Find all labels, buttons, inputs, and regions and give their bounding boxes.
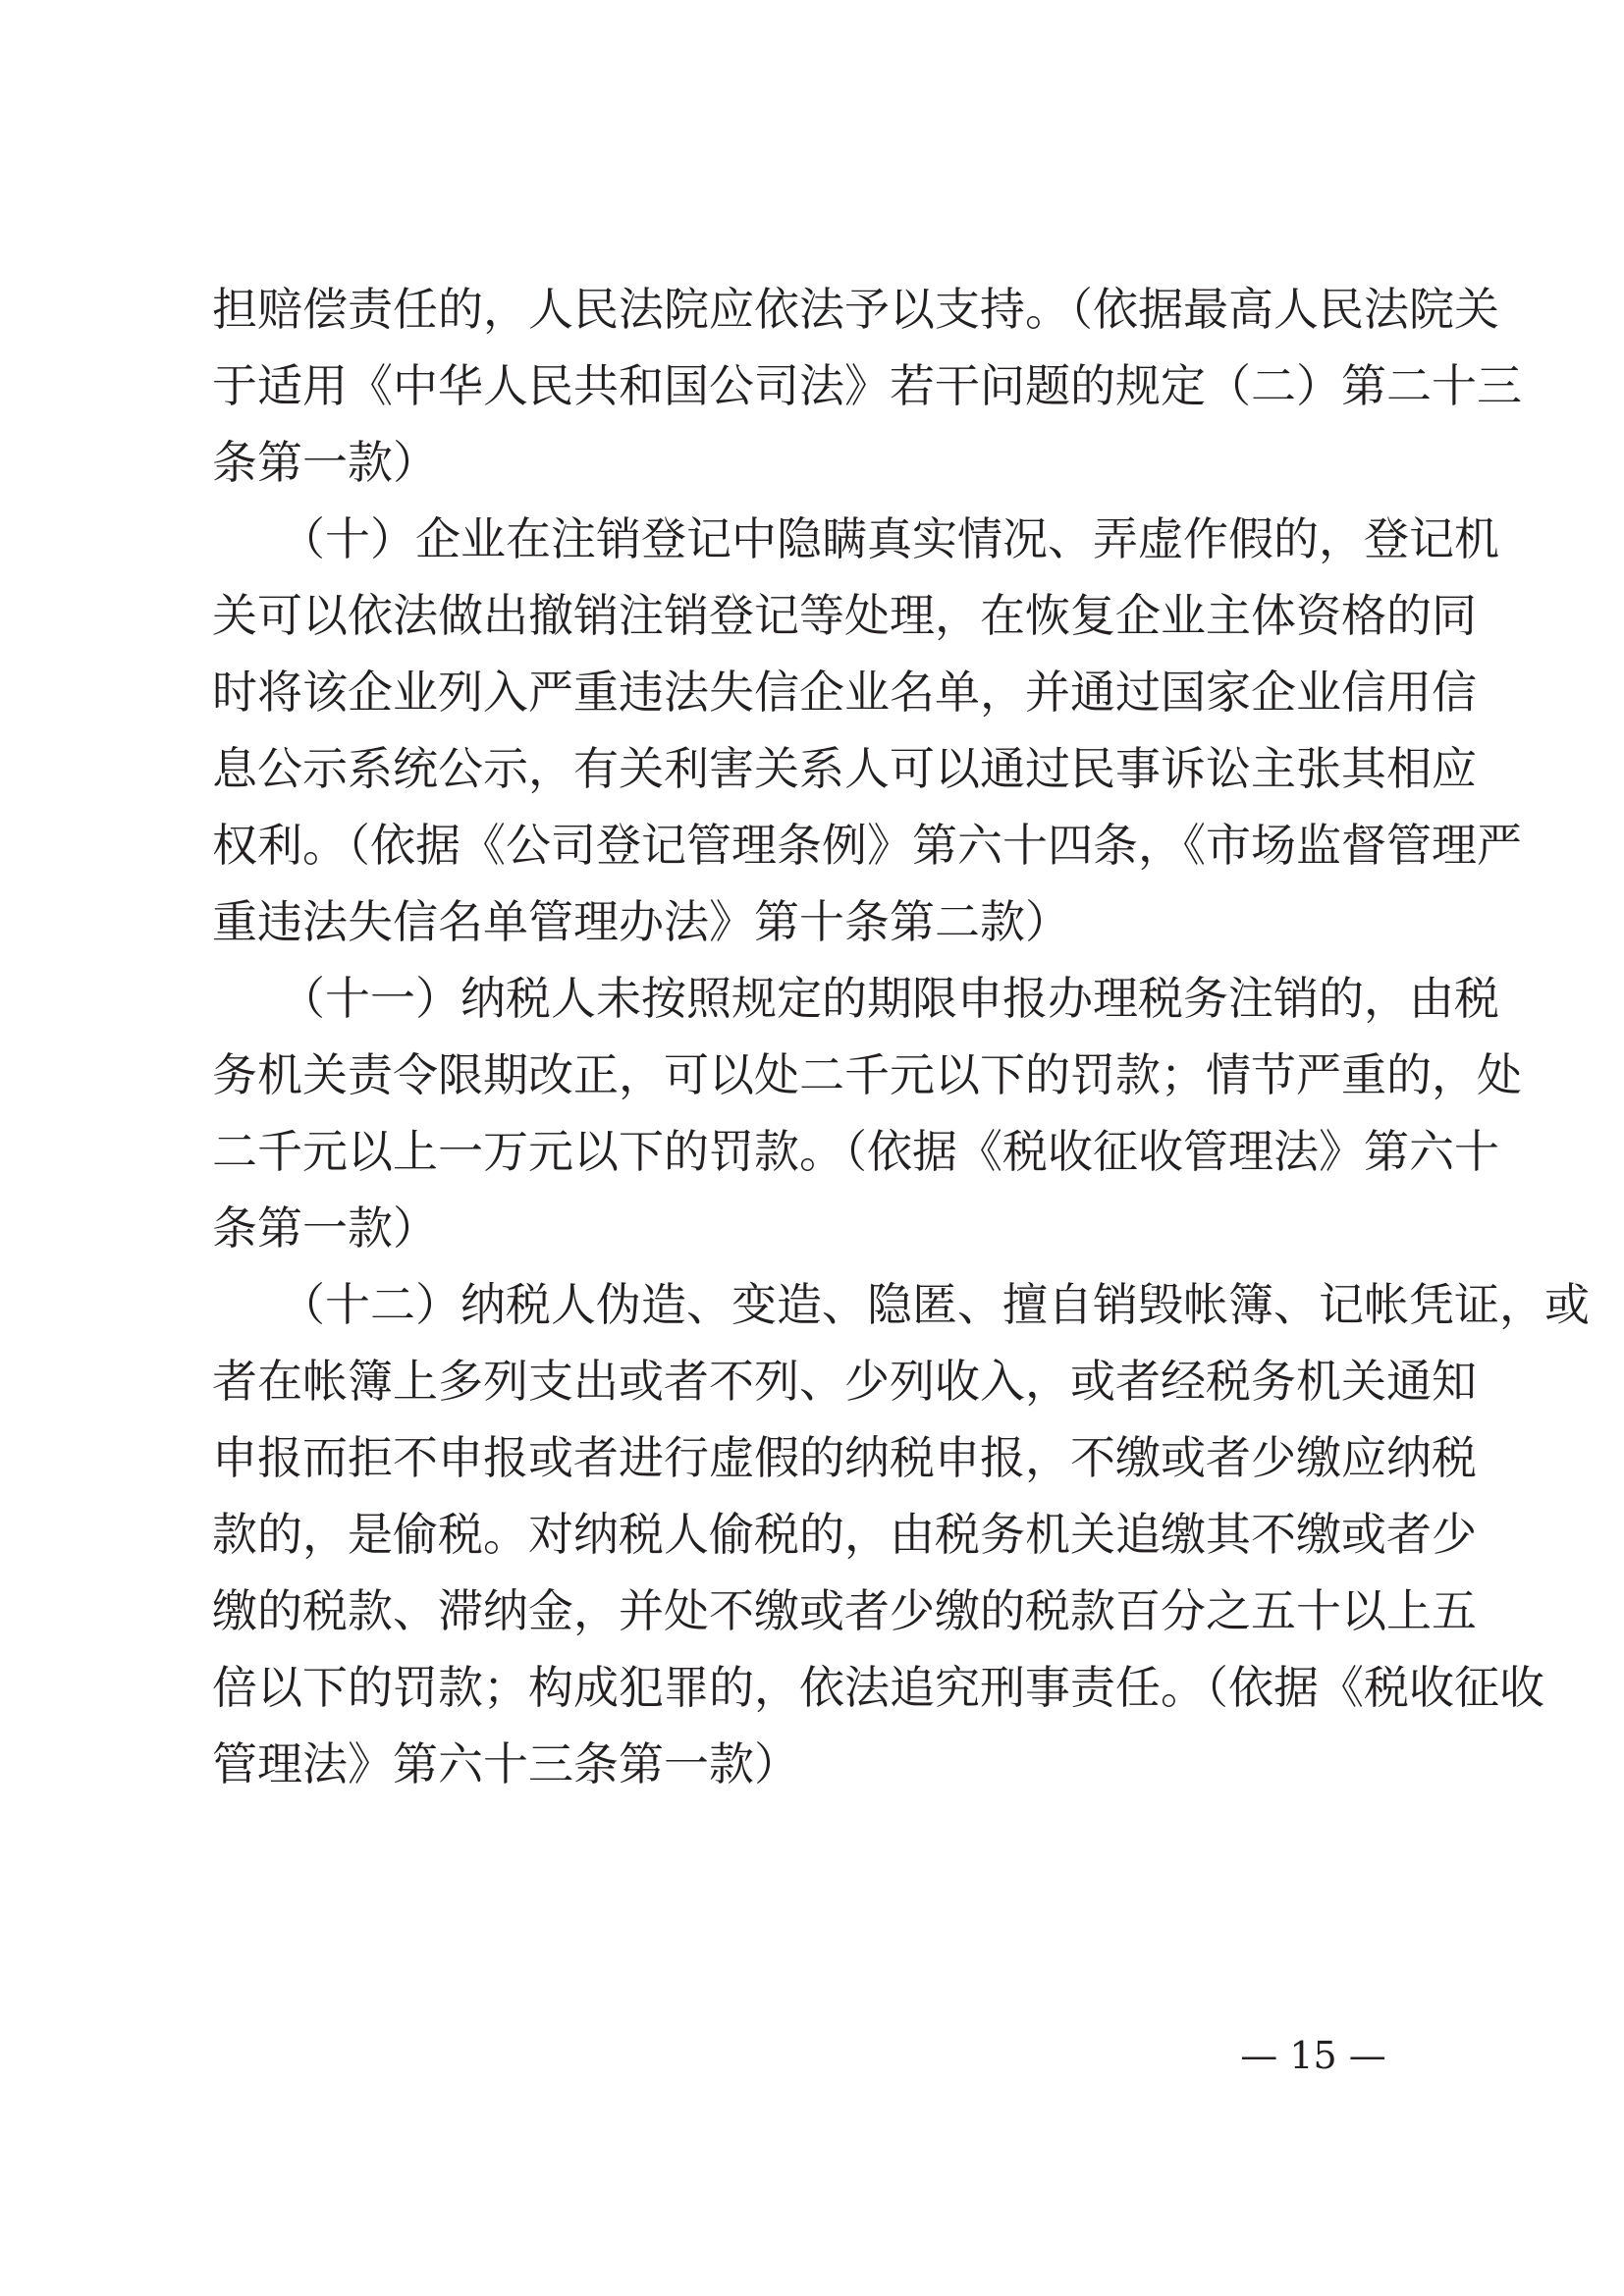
text-line: 者在帐簿上多列支出或者不列、少列收入，或者经税务机关通知: [212, 1355, 1477, 1408]
text-line: 款的，是偷税。对纳税人偷税的，由税务机关追缴其不缴或者少: [212, 1508, 1477, 1561]
text-line: （十）企业在注销登记中隐瞒真实情况、弄虚作假的，登记机: [212, 512, 1499, 565]
text-line: 倍以下的罚款；构成犯罪的，依法追究刑事责任。（依据《税收征收: [212, 1661, 1544, 1714]
text-line: 条第一款）: [212, 1201, 438, 1255]
text-line: 时将该企业列入严重违法失信企业名单，并通过国家企业信用信: [212, 666, 1477, 719]
text-line: 管理法》第六十三条第一款）: [212, 1737, 799, 1790]
text-line: 二千元以上一万元以下的罚款。（依据《税收征收管理法》第六十: [212, 1125, 1499, 1178]
text-line: 息公示系统公示，有关利害关系人可以通过民事诉讼主张其相应: [212, 742, 1477, 795]
text-line: 申报而拒不申报或者进行虚假的纳税申报，不缴或者少缴应纳税: [212, 1431, 1477, 1484]
page-number: — 15 —: [1240, 2034, 1386, 2077]
text-line: （十二）纳税人伪造、变造、隐匿、擅自销毁帐簿、记帐凭证，或: [212, 1278, 1590, 1331]
body-text: [212, 271, 1590, 1802]
text-line: （十一）纳税人未按照规定的期限申报办理税务注销的，由税: [212, 972, 1499, 1025]
text-line: 权利。（依据《公司登记管理条例》第六十四条，《市场监督管理严: [212, 819, 1522, 872]
text-line: 于适用《中华人民共和国公司法》若干问题的规定（二）第二十三: [212, 359, 1522, 412]
text-line: 缴的税款、滞纳金，并处不缴或者少缴的税款百分之五十以上五: [212, 1584, 1477, 1637]
text-line: 务机关责令限期改正，可以处二千元以下的罚款；情节严重的，处: [212, 1048, 1522, 1101]
text-line: 关可以依法做出撤销注销登记等处理，在恢复企业主体资格的同: [212, 589, 1477, 642]
text-line: 担赔偿责任的，人民法院应依法予以支持。（依据最高人民法院关: [212, 283, 1499, 336]
text-line: 重违法失信名单管理办法》第十条第二款）: [212, 895, 1070, 948]
text-line: 条第一款）: [212, 436, 438, 489]
